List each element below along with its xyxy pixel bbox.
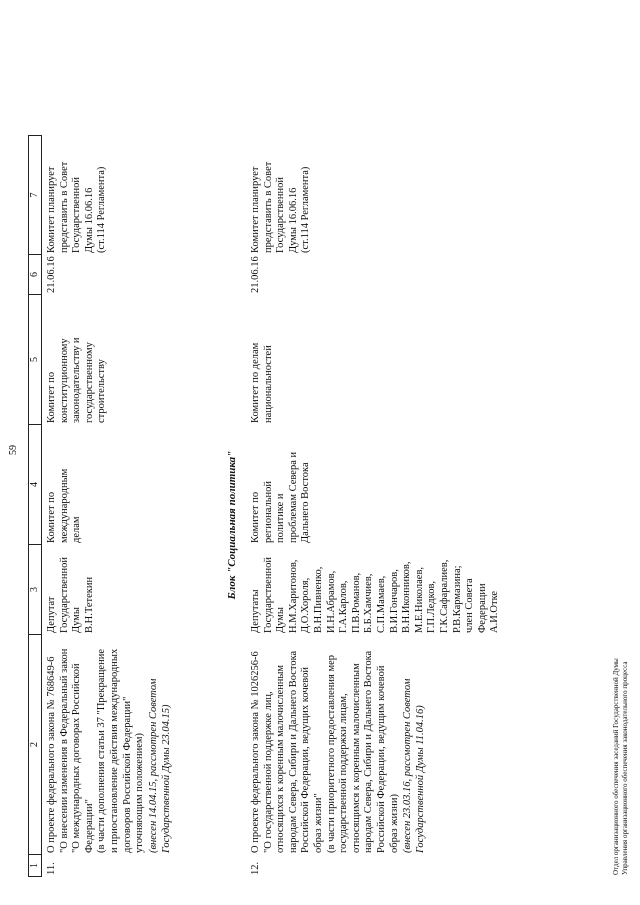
row-12-note: (внесен 23.03.16, рассмотрен Советом Государственной Думы 11.04.16) <box>402 678 426 853</box>
row-11-co-committee: Комитет по конституционному законодательству и государственному строительству <box>46 337 108 423</box>
row-12-number: 12. <box>250 861 261 875</box>
column-header-3: 3 <box>28 545 42 635</box>
row-12-date: 21.06.16 <box>250 256 261 293</box>
column-header-5: 5 <box>28 295 42 425</box>
column-header-6: 6 <box>28 255 42 295</box>
row-12-committee: Комитет по региональной политике и проблемам Севера и Дальнего Востока <box>250 451 312 543</box>
column-header-7: 7 <box>28 135 42 255</box>
row-11-date: 21.06.16 <box>46 256 57 293</box>
row-11-note: (внесен 14.04.15, рассмотрен Советом Государственной Думы 23.04.15) <box>148 678 172 853</box>
page-number: 59 <box>8 445 19 455</box>
row-11-number: 11. <box>46 862 57 875</box>
row-11-committee: Комитет по международным делам <box>46 468 83 543</box>
row-11-status: Комитет планирует представить в Совет Государственной Думы 16.06.16 (ст.114 Регламента) <box>46 161 108 253</box>
row-11-author: Депутат Государственной Думы В.Н.Тетекин <box>46 557 95 633</box>
row-11-title: О проекте федерального закона № 768649-6 "О внесении изменения в Федеральный закон "О международных договорах Российской Федерации" (в части дополнения статьи 37 "Прекращение и приостановление действия международных договоров Российской Федерации" уточняющим положением) <box>46 648 146 853</box>
row-12-status: Комитет планирует представить в Совет Государственной Думы 16.06.16 (ст.114 Регламента) <box>250 161 312 253</box>
column-header-1: 1 <box>28 855 42 877</box>
block-title: Блок "Социальная политика" <box>226 450 238 600</box>
row-12-title: О проекте федерального закона № 1026256-6 "О государственной поддержке лиц, относящихся к коренным малочисленным народам Севера, Сибири и Дальнего Востока Российской Федерации, ведущих кочевой образ жизни" (в части приоритетного предоставления мер государственной поддержки лицам, относящимся к коренным малочисленным народам Севера, Сибири и Дальнего Востока Российской Федерации, ведущим кочевой образ жизни) <box>250 650 400 853</box>
row-12-co-committee: Комитет по делам национальностей <box>250 342 274 423</box>
column-header-4: 4 <box>28 425 42 545</box>
row-12-authors: Депутаты Государственной Думы Н.М.Харитонов, Д.О.Хороля, В.Н.Пивненко, И.Н.Абрамов, Г.А.Карлов, П.В.Романов, Б.Б.Хамчиев, С.П.Мамаев, В.И.Гончаров, В.Н.Иконников, М.Е.Николаев, Г.П.Ледков, Г.К.Сафаралиев, Р.В.Кармазина; член Совета Федерации А.И.Отке <box>250 557 501 633</box>
column-header-2: 2 <box>28 635 42 855</box>
footer-department: Отдел организационного обеспечения заседаний Государственной Думы Управления организационного обеспечения законодательного процесса <box>612 658 629 875</box>
